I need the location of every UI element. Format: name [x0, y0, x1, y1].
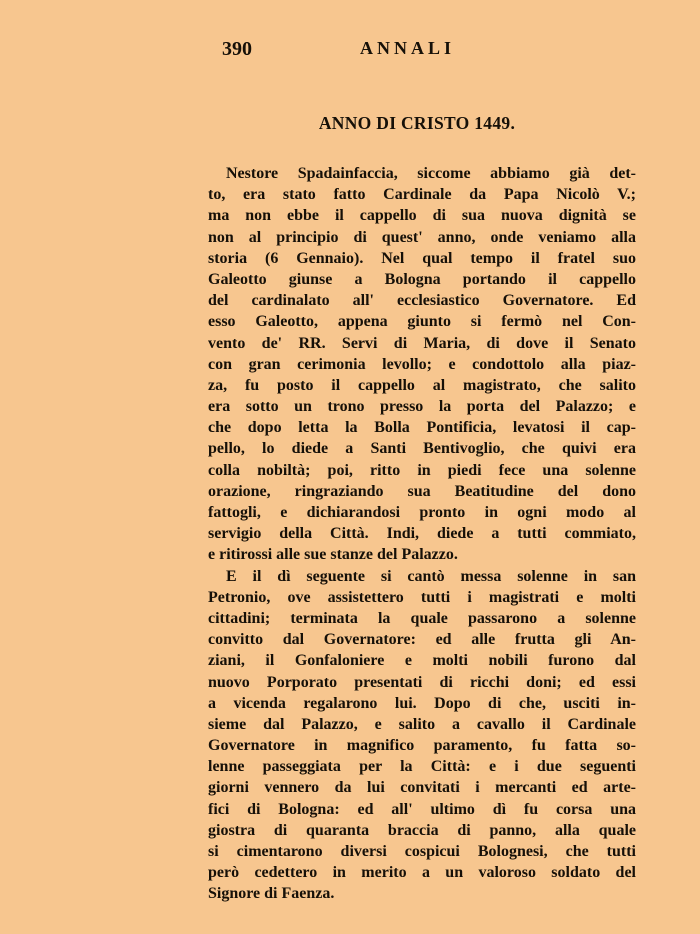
body-text — [208, 163, 636, 905]
text-line: era sotto un trono presso la porta del Palazzo; e — [208, 398, 636, 416]
paragraph — [208, 566, 636, 905]
text-line: servigio della Città. Indi, diede a tutti commiato, — [208, 525, 636, 543]
text-line: con gran cerimonia levollo; e condottolo alla piaz- — [208, 355, 636, 373]
text-line: convitto dal Governatore: ed alle frutta gli An- — [208, 631, 636, 649]
text-line: ma non ebbe il cappello di sua nuova dignità se — [208, 207, 636, 225]
text-line: to, era stato fatto Cardinale da Papa Nicolò V.; — [208, 186, 636, 204]
text-line: vento de' RR. Servi di Maria, di dove il Senato — [208, 334, 636, 352]
text-line: Signore di Faenza. — [208, 885, 335, 903]
text-line: Governatore in magnifico paramento, fu fatta so- — [208, 737, 636, 755]
text-line: esso Galeotto, appena giunto si fermò nel Con- — [208, 313, 636, 331]
text-line: sieme dal Palazzo, e salito a cavallo il Cardinale — [208, 715, 636, 733]
text-line: e ritirossi alle sue stanze del Palazzo. — [208, 546, 458, 564]
text-line: colla nobiltà; poi, ritto in piedi fece una solenne — [208, 461, 636, 479]
text-line: za, fu posto il cappello al magistrato, che salito — [208, 376, 636, 394]
text-line: cittadini; terminata la quale passarono a solenne — [208, 609, 636, 627]
text-line: giorni vennero da lui convitati i mercanti ed arte- — [208, 779, 636, 797]
text-line: ziani, il Gonfaloniere e molti nobili furono dal — [208, 652, 636, 670]
text-line: nuovo Porporato presentati di ricchi doni; ed essi — [208, 673, 636, 691]
text-line: a vicenda regalarono lui. Dopo di che, usciti in- — [208, 694, 636, 712]
text-line: Galeotto giunse a Bologna portando il cappello — [208, 270, 636, 288]
text-line: storia (6 Gennaio). Nel qual tempo il fratel suo — [208, 249, 636, 267]
paragraph — [208, 163, 636, 566]
running-head: ANNALI — [360, 38, 456, 58]
text-line: Nestore Spadainfaccia, siccome abbiamo già det- — [226, 165, 636, 182]
text-line: giostra di quaranta braccia di panno, alla quale — [208, 821, 636, 839]
text-line: che dopo letta la Bolla Pontificia, levatosi il cap- — [208, 419, 636, 437]
page-number: 390 — [222, 38, 252, 60]
text-line: non al principio di quest' anno, onde veniamo alla — [208, 228, 636, 246]
text-line: lenne passeggiata per la Città: e i due seguenti — [208, 758, 636, 776]
text-line: pello, lo diede a Santi Bentivoglio, che quivi era — [208, 440, 636, 458]
text-line: orazione, ringraziando sua Beatitudine del dono — [208, 482, 636, 500]
section-title: ANNO DI CRISTO 1449. — [318, 113, 516, 133]
text-line: Petronio, ove assistettero tutti i magistrati e molti — [208, 588, 636, 606]
text-line: fici di Bologna: ed all' ultimo dì fu corsa una — [208, 800, 636, 818]
text-line: del cardinalato all' ecclesiastico Governatore. Ed — [208, 292, 636, 310]
text-line: si cimentarono diversi cospicui Bolognesi, che tutti — [208, 843, 636, 860]
text-line: fattogli, e dichiarandosi pronto in ogni modo al — [208, 504, 636, 521]
text-line: però cedettero in merito a un valoroso soldato del — [208, 864, 636, 882]
page-header — [0, 38, 700, 62]
text-line: E il dì seguente si cantò messa solenne in san — [226, 567, 636, 585]
